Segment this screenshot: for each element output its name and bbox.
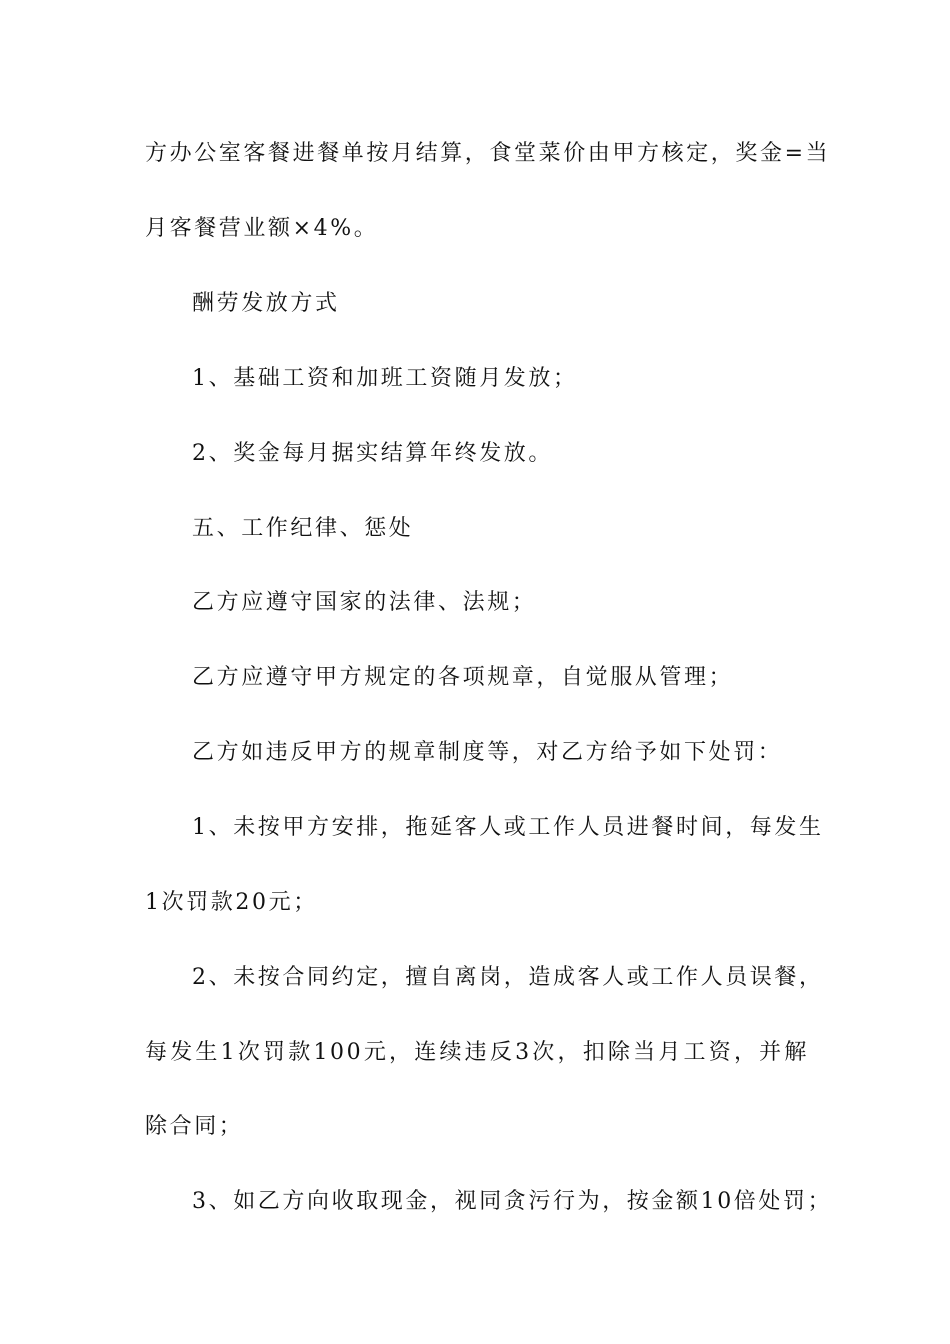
paragraph-line: 1次罚款20元； xyxy=(145,890,318,915)
list-item: 1、未按甲方安排，拖延客人或工作人员进餐时间，每发生 xyxy=(192,815,824,840)
list-item: 2、奖金每月据实结算年终发放。 xyxy=(192,441,553,466)
paragraph-line: 每发生1次罚款100元，连续违反3次，扣除当月工资，并解 xyxy=(145,1040,809,1065)
paragraph-line: 除合同； xyxy=(145,1114,244,1139)
list-item: 3、如乙方向收取现金，视同贪污行为，按金额10倍处罚； xyxy=(192,1189,833,1214)
paragraph-line: 方办公室客餐进餐单按月结算，食堂菜价由甲方核定，奖金=当 xyxy=(145,141,831,166)
list-item: 1、基础工资和加班工资随月发放； xyxy=(192,366,578,391)
list-item: 2、未按合同约定，擅自离岗，造成客人或工作人员误餐， xyxy=(192,965,824,990)
paragraph-line: 乙方应遵守国家的法律、法规； xyxy=(192,590,537,615)
section-heading: 酬劳发放方式 xyxy=(192,291,340,316)
paragraph-line: 乙方应遵守甲方规定的各项规章，自觉服从管理； xyxy=(192,665,734,690)
paragraph-line: 月客餐营业额×4%。 xyxy=(145,216,379,241)
paragraph-line: 乙方如违反甲方的规章制度等，对乙方给予如下处罚： xyxy=(192,740,783,765)
section-heading: 五、工作纪律、惩处 xyxy=(192,516,414,541)
